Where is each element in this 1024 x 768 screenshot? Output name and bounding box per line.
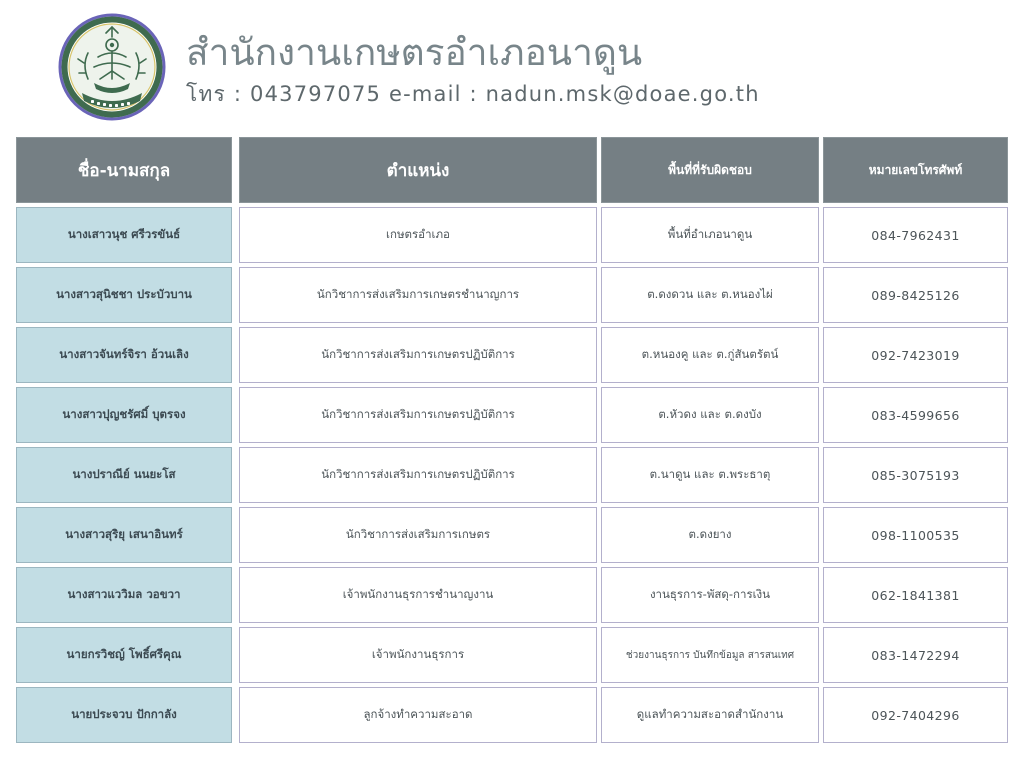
staff-area: ดูแลทำความสะอาดสำนักงาน: [601, 687, 819, 743]
column-header-area: พื้นที่ที่รับผิดชอบ: [601, 137, 819, 203]
staff-name: นางสาวปุญชรัศมิ์ บุตรจง: [16, 387, 232, 443]
staff-name: นางปราณีย์ นนยะโส: [16, 447, 232, 503]
column-header-position: ตำแหน่ง: [239, 137, 597, 203]
staff-phone: 092-7404296: [823, 687, 1008, 743]
staff-area: ต.หัวดง และ ต.ดงบัง: [601, 387, 819, 443]
staff-area: ต.ดงยาง: [601, 507, 819, 563]
staff-area: งานธุรการ-พัสดุ-การเงิน: [601, 567, 819, 623]
staff-name: นางสาวสุริยุ เสนาอินทร์: [16, 507, 232, 563]
staff-area: พื้นที่อำเภอนาดูน: [601, 207, 819, 263]
staff-name: นางเสาวนุช ศรีวรขันธ์: [16, 207, 232, 263]
staff-position: ลูกจ้างทำความสะอาด: [239, 687, 597, 743]
doae-seal-logo: [58, 13, 166, 121]
column-header-phone: หมายเลขโทรศัพท์: [823, 137, 1008, 203]
staff-phone: 089-8425126: [823, 267, 1008, 323]
staff-name: นายกรวิชญ์ โพธิ์ศรีคุณ: [16, 627, 232, 683]
office-title: สำนักงานเกษตรอำเภอนาดูน: [186, 31, 643, 74]
staff-position: นักวิชาการส่งเสริมการเกษตร: [239, 507, 597, 563]
column-header-name: ชื่อ-นามสกุล: [16, 137, 232, 203]
staff-name: นางสาวแววิมล วอขวา: [16, 567, 232, 623]
staff-phone: 092-7423019: [823, 327, 1008, 383]
staff-phone: 062-1841381: [823, 567, 1008, 623]
staff-area: ต.นาดูน และ ต.พระธาตุ: [601, 447, 819, 503]
staff-area: ต.หนองคู และ ต.กู่สันตรัตน์: [601, 327, 819, 383]
staff-name: นางสาวจันทร์จิรา อ้วนเลิง: [16, 327, 232, 383]
staff-name: นางสาวสุนิชชา ประบัวบาน: [16, 267, 232, 323]
staff-area: ต.ดงดวน และ ต.หนองไผ่: [601, 267, 819, 323]
staff-position: เกษตรอำเภอ: [239, 207, 597, 263]
staff-phone: 085-3075193: [823, 447, 1008, 503]
staff-area: ช่วยงานธุรการ บันทึกข้อมูล สารสนเทศ: [601, 627, 819, 683]
staff-position: เจ้าพนักงานธุรการ: [239, 627, 597, 683]
staff-position: นักวิชาการส่งเสริมการเกษตรปฏิบัติการ: [239, 327, 597, 383]
staff-position: เจ้าพนักงานธุรการชำนาญงาน: [239, 567, 597, 623]
staff-position: นักวิชาการส่งเสริมการเกษตรปฏิบัติการ: [239, 387, 597, 443]
staff-phone: 083-4599656: [823, 387, 1008, 443]
staff-phone: 098-1100535: [823, 507, 1008, 563]
staff-phone: 084-7962431: [823, 207, 1008, 263]
staff-phone: 083-1472294: [823, 627, 1008, 683]
office-contact-info: โทร : 043797075 e-mail : nadun.msk@doae.go.th: [186, 82, 760, 106]
staff-position: นักวิชาการส่งเสริมการเกษตรชำนาญการ: [239, 267, 597, 323]
staff-position: นักวิชาการส่งเสริมการเกษตรปฏิบัติการ: [239, 447, 597, 503]
staff-name: นายประจวบ ปักกาลัง: [16, 687, 232, 743]
